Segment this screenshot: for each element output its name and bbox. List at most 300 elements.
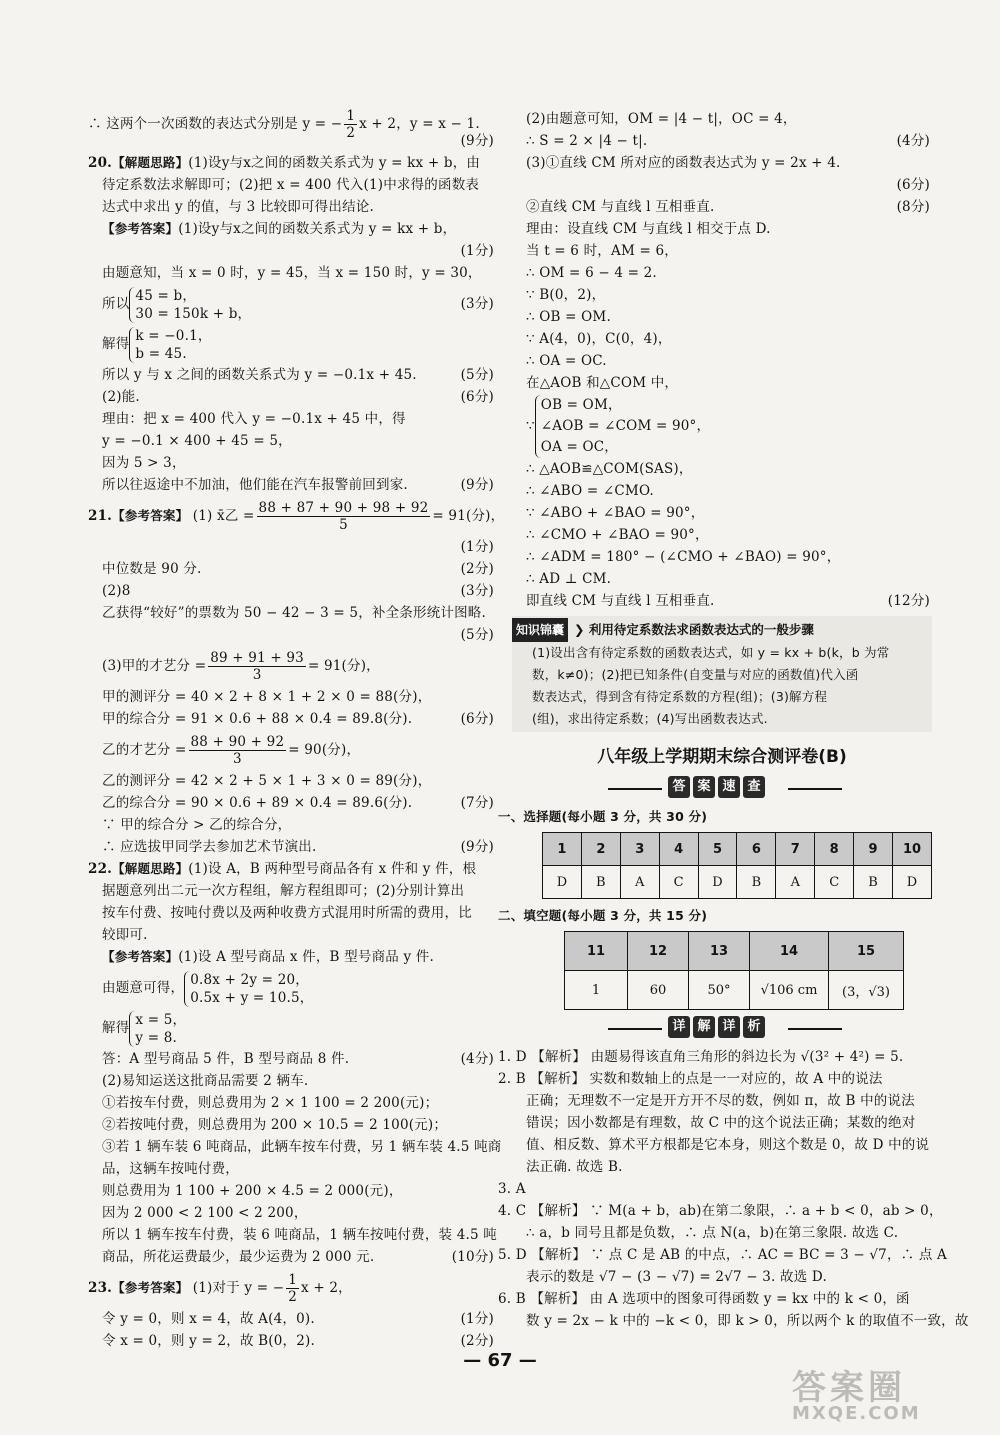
equation: 0.8x + 2y = 20， xyxy=(190,971,309,988)
text-line xyxy=(498,905,932,927)
text: 由题意知，当 x = 0 时，y = 45，当 x = 150 时，y = 30， xyxy=(102,265,482,281)
fraction xyxy=(189,734,287,767)
text-line xyxy=(512,1310,969,1332)
score: (6分) xyxy=(460,389,494,405)
question-number: 21. xyxy=(88,508,113,524)
equation: y = 8. xyxy=(135,1029,178,1046)
text-line xyxy=(512,1134,932,1156)
text-line xyxy=(512,284,932,306)
text-line xyxy=(88,1092,496,1114)
page-number: — 67 — xyxy=(463,1350,537,1371)
equation-system xyxy=(129,287,251,323)
text-line xyxy=(88,262,496,284)
text-line xyxy=(88,686,496,708)
text: (1)对于 y = − xyxy=(192,1280,285,1296)
text: ∵ ∠ABO + ∠BAO = 90°， xyxy=(526,505,705,521)
denominator: 3 xyxy=(252,667,262,683)
text-line xyxy=(88,558,496,580)
text: 理由：设直线 CM 与直线 l 相交于点 D. xyxy=(526,221,771,237)
text-line xyxy=(88,130,496,152)
numerator: 1 xyxy=(288,1272,298,1288)
table-cell: 6 xyxy=(737,833,776,866)
equation-system-line xyxy=(512,394,932,458)
text-line xyxy=(512,1222,932,1244)
table-cell: 13 xyxy=(689,932,750,971)
numerator: 88 + 90 + 92 xyxy=(190,734,285,750)
table-cell: C xyxy=(815,866,854,899)
text: 所以 1 辆车按车付费，装 6 吨商品，1 辆车按吨付费，装 4.5 吨 xyxy=(102,1227,497,1243)
text-line xyxy=(512,108,932,130)
text: (1)设 A，B 两种型号商品各有 x 件和 y 件，根 xyxy=(188,861,477,877)
text-line xyxy=(512,152,932,174)
text: 数，k≠0)；(2)把已知条件(自变量与对应的函数值)代入函 xyxy=(532,667,859,682)
text: ∵ 甲的综合分 > 乙的综合分， xyxy=(102,817,292,833)
text-line xyxy=(88,902,496,924)
text: (1)设y与x之间的函数关系式为 y = kx + b，由 xyxy=(188,155,481,171)
denominator: 2 xyxy=(346,125,356,141)
knowledge-badge: 知识锦囊 xyxy=(512,618,568,642)
text-line xyxy=(88,1202,496,1224)
knowledge-tip-body xyxy=(512,642,932,730)
text-line xyxy=(88,536,496,558)
text: 乙的才艺分 = xyxy=(102,742,187,758)
text: 解得 xyxy=(102,1020,130,1036)
question-number: 22. xyxy=(88,861,113,877)
divider xyxy=(608,1028,662,1030)
text: 乙的综合分 = 90 × 0.6 + 89 × 0.4 = 89.6(分). xyxy=(102,795,413,811)
text-line xyxy=(512,174,932,196)
divider xyxy=(608,788,662,790)
text: (组)，求出待定系数；(4)写出函数表达式. xyxy=(532,711,768,726)
text-line xyxy=(88,474,496,496)
text: 解得 xyxy=(102,336,130,352)
table-cell: 60 xyxy=(628,971,689,1010)
banner-chips xyxy=(662,776,771,798)
text-line xyxy=(498,1046,932,1068)
banner-chip: 析 xyxy=(743,1016,765,1038)
question-21-line xyxy=(88,496,505,536)
text: 所以 xyxy=(102,296,130,312)
text: 据题意列出二元一次方程组，解方程组即可；(2)分别计算出 xyxy=(102,883,465,899)
tag: 【参考答案】 xyxy=(112,1280,189,1295)
table-cell: D xyxy=(543,866,582,899)
text-line xyxy=(88,946,496,968)
table-cell: B xyxy=(581,866,620,899)
table-cell: A xyxy=(776,866,815,899)
text: 3. A xyxy=(498,1181,526,1197)
watermark-logo xyxy=(792,1360,982,1422)
text: y = −0.1 × 400 + 45 = 5， xyxy=(102,433,292,449)
text: 理由：把 x = 400 代入 y = −0.1x + 45 中，得 xyxy=(102,411,406,427)
text: = 91(分)， xyxy=(432,508,505,524)
table-cell: B xyxy=(737,866,776,899)
text: ∴ 应选拔甲同学去参加艺术节演出. xyxy=(102,839,317,855)
knowledge-tip-box xyxy=(512,616,932,732)
text-line xyxy=(512,328,932,350)
equation-system xyxy=(535,395,710,458)
score: (12分) xyxy=(887,593,930,609)
text-line xyxy=(512,480,932,502)
text: 甲的综合分 = 91 × 0.6 + 88 × 0.4 = 89.8(分). xyxy=(102,711,413,727)
table-row xyxy=(543,866,932,899)
score: (8分) xyxy=(896,199,930,215)
table-cell: 10 xyxy=(893,833,932,866)
text-line xyxy=(88,580,496,602)
equation: 45 = b， xyxy=(135,287,197,304)
text: 所以往返途中不加油，他们能在汽车报警前回到家. xyxy=(102,477,408,493)
banner-chip: 详 xyxy=(668,1016,690,1038)
equation: 0.5x + y = 10.5， xyxy=(190,989,314,1006)
text: 数 y = 2x − k 中的 −k < 0，即 k > 0，所以两个 k 的取值不一致，故 xyxy=(526,1313,969,1329)
text: (2)易知运送这批商品需要 2 辆车. xyxy=(102,1073,309,1089)
text: 即直线 CM 与直线 l 互相垂直. xyxy=(526,593,715,609)
text: (2)由题意可知，OM = |4 − t|，OC = 4， xyxy=(526,111,797,127)
text: (3)①直线 CM 所对应的函数表达式为 y = 2x + 4. xyxy=(526,155,841,171)
text-line xyxy=(88,386,496,408)
text: ②若按吨付费，则总费用为 200 × 10.5 = 2 100(元)； xyxy=(102,1117,448,1133)
equation: x = 5， xyxy=(135,1011,187,1028)
table-cell: 7 xyxy=(776,833,815,866)
equation-system-line xyxy=(88,324,496,364)
denominator: 2 xyxy=(288,1289,298,1305)
table-cell: D xyxy=(698,866,737,899)
text-line xyxy=(532,708,932,730)
text-line xyxy=(532,686,932,708)
text: 在△AOB 和△COM 中， xyxy=(526,375,679,391)
text: 品，这辆车按吨付费， xyxy=(102,1161,239,1177)
table-cell: 14 xyxy=(750,932,829,971)
text-line xyxy=(88,1070,496,1092)
text: ∴ ∠CMO + ∠BAO = 90°， xyxy=(526,527,709,543)
banner-chip: 解 xyxy=(693,1016,715,1038)
table-header-row xyxy=(543,833,932,866)
text: ∵ B(0，2)， xyxy=(526,287,606,303)
text-line xyxy=(88,218,496,240)
equation-system xyxy=(184,971,313,1007)
tag: 【参考答案】 xyxy=(102,221,179,236)
tag: 【参考答案】 xyxy=(112,508,189,523)
text-line xyxy=(88,814,496,836)
tag: 【参考答案】 xyxy=(102,949,179,964)
text: = 90(分)， xyxy=(288,742,361,758)
text: ∴ AD ⊥ CM. xyxy=(526,571,612,587)
table-cell: 15 xyxy=(829,932,904,971)
text-line xyxy=(498,1200,943,1222)
text-line xyxy=(88,730,496,770)
text-line xyxy=(88,1158,496,1180)
banner-chip: 详 xyxy=(718,1016,740,1038)
text: 值、相反数、算术平方根都是它本身，则这个数是 0，故 D 中的说 xyxy=(526,1137,930,1153)
text-line xyxy=(88,364,496,386)
equation: OA = OC， xyxy=(540,439,619,455)
question-22-line xyxy=(88,858,496,880)
text: 乙获得“较好”的票数为 50 − 42 − 3 = 5，补全条形统计图略. xyxy=(102,605,487,621)
left-column xyxy=(88,108,505,1352)
text-line xyxy=(512,590,932,612)
equation-system-line xyxy=(88,284,496,324)
table-cell: 4 xyxy=(659,833,698,866)
equation-system-line xyxy=(88,968,496,1008)
text: 由题意可得， xyxy=(102,980,185,996)
text: (3)甲的才艺分 = xyxy=(102,658,207,674)
text-line xyxy=(88,770,496,792)
banner-chip: 速 xyxy=(718,776,740,798)
score: (9分) xyxy=(460,133,494,149)
text-line xyxy=(88,452,496,474)
knowledge-tip-header xyxy=(512,618,932,642)
question-20-line xyxy=(88,152,496,174)
text: (1)设 A 型号商品 x 件，B 型号商品 y 件. xyxy=(178,949,434,965)
text: 数表达式，得到含有待定系数的方程(组)；(3)解方程 xyxy=(532,689,828,704)
watermark-url: MXQE.COM xyxy=(792,1403,921,1424)
text: ∴ △AOB≌△COM(SAS)， xyxy=(526,461,693,477)
text-line xyxy=(88,708,496,730)
score: (10分) xyxy=(451,1249,494,1265)
text: ①若按车付费，则总费用为 2 × 1 100 = 2 200(元)； xyxy=(102,1095,439,1111)
table-cell: C xyxy=(659,866,698,899)
section-label: 一、选择题(每小题 3 分，共 30 分) xyxy=(498,809,708,824)
text-line xyxy=(88,880,496,902)
question-number: 20. xyxy=(88,155,113,171)
score: (3分) xyxy=(460,296,494,312)
question-number: 23. xyxy=(88,1280,113,1296)
denominator: 5 xyxy=(339,517,348,533)
text-line xyxy=(88,1330,496,1352)
text: ③若 1 辆车装 6 吨商品，此辆车按车付费，另 1 辆车装 4.5 吨商 xyxy=(102,1139,502,1155)
text-line xyxy=(512,240,932,262)
text-line xyxy=(512,502,932,524)
text-line xyxy=(88,1180,496,1202)
text: 达式中求出 y 的值，与 3 比较即可得出结论. xyxy=(102,199,374,215)
score: (6分) xyxy=(896,177,930,193)
text-line xyxy=(88,1136,502,1158)
score: (5分) xyxy=(460,627,494,643)
fill-answer-table xyxy=(564,931,932,1010)
text-line xyxy=(512,458,932,480)
text: 6. B 【解析】 由 A 选项中的图象可得函数 y = kx 中的 k < 0，函 xyxy=(498,1291,910,1307)
banner-chips xyxy=(662,1016,771,1038)
text: 错误；因小数都是有理数，故 C 中的这个说法正确；某数的绝对 xyxy=(526,1115,916,1131)
right-column xyxy=(498,108,969,1332)
text-line xyxy=(88,792,496,814)
text-line xyxy=(512,1090,932,1112)
banner-chip: 查 xyxy=(743,776,765,798)
text: (1)设出含有待定系数的函数表达式，如 y = kx + b(k，b 为常 xyxy=(532,645,890,660)
text: = 91(分)， xyxy=(307,658,380,674)
text: 令 y = 0，则 x = 4，故 A(4，0). xyxy=(102,1311,315,1327)
score: (5分) xyxy=(460,367,494,383)
answer-quick-check-banner xyxy=(512,776,932,802)
tag: 【解题思路】 xyxy=(112,155,189,170)
text: 表示的数是 √7 − (3 − √7) = 2√7 − 3. 故选 D. xyxy=(526,1269,827,1285)
text: (2)能. xyxy=(102,389,140,405)
denominator: 3 xyxy=(232,751,242,767)
text-line xyxy=(88,196,496,218)
equation: ∠AOB = ∠COM = 90°， xyxy=(540,418,711,434)
question-23-line xyxy=(88,1268,496,1308)
score: (4分) xyxy=(460,1051,494,1067)
equation-system xyxy=(129,1011,186,1047)
text: ∴ S = 2 × |4 − t|. xyxy=(526,133,648,149)
table-cell: 3 xyxy=(620,833,659,866)
text: 因为 2 000 < 2 100 < 2 200， xyxy=(102,1205,308,1221)
text: 4. C 【解析】 ∵ M(a + b，ab)在第二象限，∴ a + b < 0，ab > 0， xyxy=(498,1203,943,1219)
text: (1) x̄乙 = xyxy=(192,508,255,524)
text-line xyxy=(88,602,496,624)
divider xyxy=(788,788,842,790)
text: 待定系数法求解即可；(2)把 x = 400 代入(1)中求得的函数表 xyxy=(102,177,480,193)
choice-answer-table xyxy=(542,832,932,899)
text: ∴ ∠ADM = 180° − (∠CMO + ∠BAO) = 90°， xyxy=(526,549,841,565)
answer-table xyxy=(564,931,904,1010)
text-line xyxy=(532,642,932,664)
text: 按车付费、按吨付费以及两种收费方式混用时所需的费用，比 xyxy=(102,905,472,921)
table-cell: 9 xyxy=(854,833,893,866)
table-cell: 2 xyxy=(581,833,620,866)
answer-table xyxy=(542,832,932,899)
table-cell: 11 xyxy=(565,932,628,971)
equation: 30 = 150k + b， xyxy=(135,305,252,322)
equation-system-line xyxy=(88,1008,496,1048)
table-row xyxy=(565,971,904,1010)
text: 甲的测评分 = 40 × 2 + 8 × 1 + 2 × 0 = 88(分)， xyxy=(102,689,432,705)
table-cell: B xyxy=(854,866,893,899)
text: 2. B 【解析】 实数和数轴上的点是一一对应的，故 A 中的说法 xyxy=(498,1071,883,1087)
text: ∴ ∠ABO = ∠CMO. xyxy=(526,483,654,499)
text: 5. D 【解析】 ∵ 点 C 是 AB 的中点，∴ AC = BC = 3 − √7，∴ 点 A xyxy=(498,1247,947,1263)
numerator: 1 xyxy=(346,108,356,124)
score: (6分) xyxy=(460,711,494,727)
text-line xyxy=(498,1068,932,1090)
score: (3分) xyxy=(460,583,494,599)
section-title: 八年级上学期期末综合测评卷(B) xyxy=(597,747,847,767)
text: 1. D 【解析】 由题易得该直角三角形的斜边长为 √(3² + 4²) = 5. xyxy=(498,1049,904,1065)
equation-system xyxy=(129,327,211,363)
text-line xyxy=(512,524,932,546)
text: ∵ A(4，0)，C(0，4)， xyxy=(526,331,672,347)
text-line xyxy=(512,262,932,284)
text-line xyxy=(88,836,496,858)
text-line xyxy=(512,1266,932,1288)
text: 商品，所花运费最少，最少运费为 2 000 元. xyxy=(102,1249,375,1265)
text-line xyxy=(498,1178,932,1200)
text-line xyxy=(88,1308,496,1330)
text: 较即可. xyxy=(102,927,148,943)
text: 法正确. 故选 B. xyxy=(526,1159,623,1175)
text: ∴ OA = OC. xyxy=(526,353,607,369)
score: (1分) xyxy=(460,243,494,259)
score: (1分) xyxy=(460,1311,494,1327)
table-cell: 5 xyxy=(698,833,737,866)
banner-chip: 答 xyxy=(668,776,690,798)
table-cell: 50° xyxy=(689,971,750,1010)
score: (2分) xyxy=(460,1333,494,1349)
table-cell: 1 xyxy=(543,833,582,866)
text: (2)8 xyxy=(102,583,131,599)
text: ∴ 这两个一次函数的表达式分别是 y = − xyxy=(88,116,343,132)
text: ②直线 CM 与直线 l 互相垂直. xyxy=(526,199,715,215)
text: ∵ xyxy=(526,418,535,434)
watermark-text: 答案圈 xyxy=(792,1368,906,1408)
text-line xyxy=(88,408,496,430)
text-line xyxy=(88,430,496,452)
fraction xyxy=(257,500,431,533)
text-line xyxy=(88,646,496,686)
text-line xyxy=(88,240,496,262)
text-line xyxy=(88,174,496,196)
score: (7分) xyxy=(460,795,494,811)
table-cell: 8 xyxy=(815,833,854,866)
text-line xyxy=(88,924,496,946)
equation: k = −0.1， xyxy=(135,327,212,344)
text-line xyxy=(498,806,932,828)
table-header-row xyxy=(565,932,904,971)
table-cell: 1 xyxy=(565,971,628,1010)
text-line xyxy=(88,1224,496,1246)
banner-chip: 案 xyxy=(693,776,715,798)
divider xyxy=(788,1028,842,1030)
equation: OB = OM， xyxy=(540,397,622,413)
tag: 【解题思路】 xyxy=(112,861,189,876)
text: 令 x = 0，则 y = 2，故 B(0，2). xyxy=(102,1333,316,1349)
text-line xyxy=(512,1156,932,1178)
text-line xyxy=(498,1244,947,1266)
text-line xyxy=(88,1114,496,1136)
detailed-analysis-banner xyxy=(512,1016,932,1042)
text: ∴ OM = 6 − 4 = 2. xyxy=(526,265,657,281)
text: 正确；无理数不一定是开方开不尽的数，例如 π，故 B 中的说法 xyxy=(526,1093,915,1109)
table-cell: D xyxy=(893,866,932,899)
text-line xyxy=(512,1112,932,1134)
text-line xyxy=(512,568,932,590)
text: 中位数是 90 分. xyxy=(102,561,202,577)
text: ∴ OB = OM. xyxy=(526,309,611,325)
text-line xyxy=(88,1246,496,1268)
section-label: 二、填空题(每小题 3 分，共 15 分) xyxy=(498,908,708,923)
text-line xyxy=(512,218,932,240)
text: (1)设y与x之间的函数关系式为 y = kx + b， xyxy=(178,221,457,237)
text: 乙的测评分 = 42 × 2 + 5 × 1 + 3 × 0 = 89(分)， xyxy=(102,773,432,789)
text: 答：A 型号商品 5 件，B 型号商品 8 件. xyxy=(102,1051,350,1067)
equation: b = 45. xyxy=(135,345,187,362)
text-line xyxy=(512,350,932,372)
fraction xyxy=(208,650,306,683)
table-cell: 12 xyxy=(628,932,689,971)
text-line xyxy=(498,1288,932,1310)
text: 则总费用为 1 100 + 200 × 4.5 = 2 000(元)， xyxy=(102,1183,403,1199)
text-line xyxy=(512,306,932,328)
numerator: 89 + 91 + 93 xyxy=(210,650,304,666)
text-line xyxy=(532,664,932,686)
score: (4分) xyxy=(896,133,930,149)
text: ∴ a，b 同号且都是负数，∴ 点 N(a，b)在第三象限. 故选 C. xyxy=(526,1225,899,1241)
chevron-right-icon: ❯ xyxy=(574,622,585,637)
text: 所以 y 与 x 之间的函数关系式为 y = −0.1x + 45. xyxy=(102,367,417,383)
text-line xyxy=(88,1048,496,1070)
text-line xyxy=(512,196,932,218)
table-cell: A xyxy=(620,866,659,899)
table-cell: (3，√3) xyxy=(829,971,904,1010)
table-cell: √106 cm xyxy=(750,971,829,1010)
numerator: 88 + 87 + 90 + 98 + 92 xyxy=(258,500,429,516)
text-line xyxy=(512,372,932,394)
text-line xyxy=(88,624,496,646)
text-line xyxy=(512,130,932,152)
text: x + 2， xyxy=(301,1280,352,1296)
fraction xyxy=(286,1272,299,1305)
text-line xyxy=(512,546,932,568)
score: (1分) xyxy=(460,539,494,555)
